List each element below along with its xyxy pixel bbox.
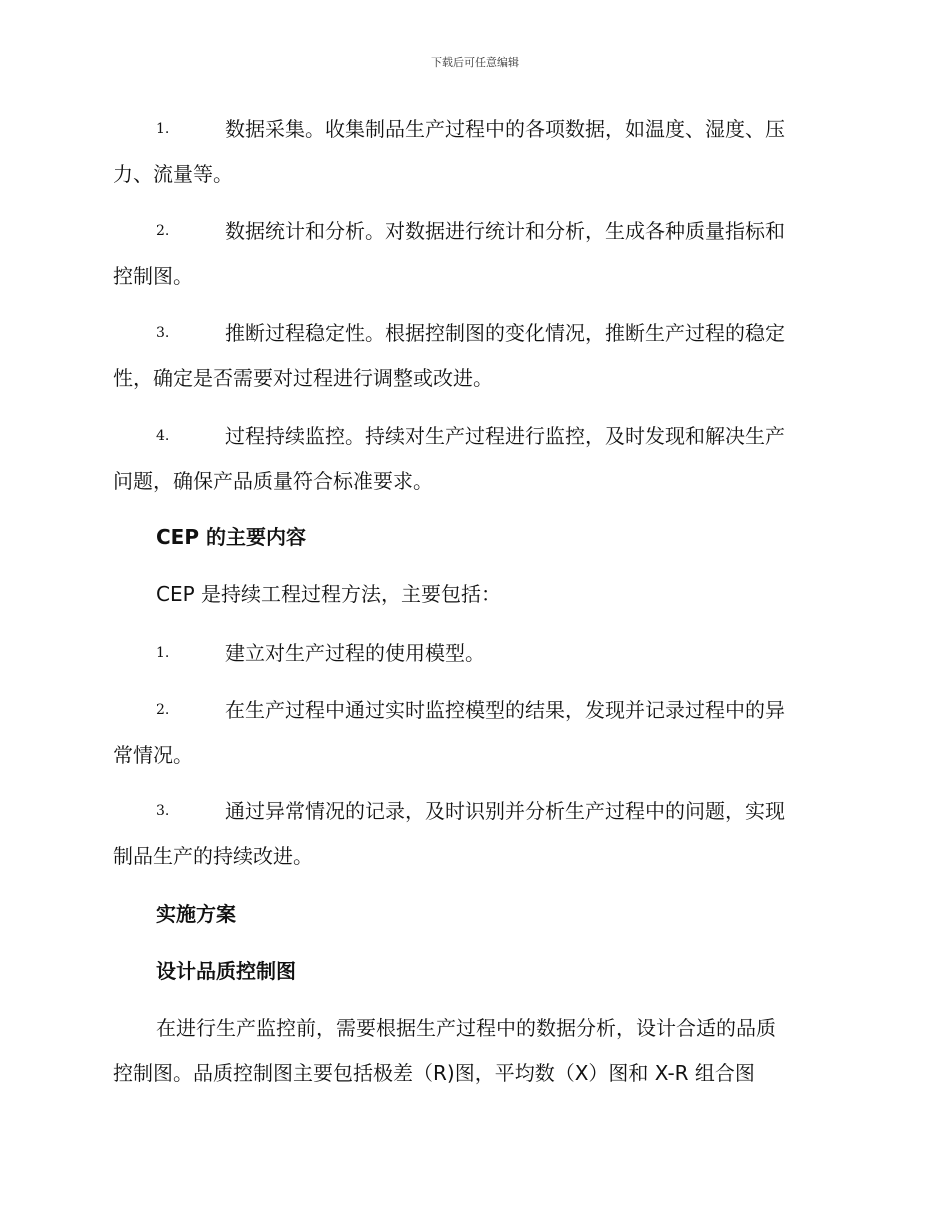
list-item	[113, 209, 833, 299]
list-text-continued: 性，确定是否需要对过程进行调整或改进。	[113, 366, 493, 390]
list-item	[113, 107, 833, 197]
paragraph-line: 控制图。品质控制图主要包括极差（R)图，平均数（X）图和 X-R 组合图	[113, 1061, 755, 1085]
list-item	[113, 631, 833, 676]
list-item	[113, 414, 833, 504]
list-item	[113, 688, 833, 778]
paragraph-line: 在进行生产监控前，需要根据生产过程中的数据分析，设计合适的品质	[156, 1016, 776, 1040]
list-number: 3.	[156, 803, 170, 819]
list-text: 数据统计和分析。对数据进行统计和分析，生成各种质量指标和	[225, 219, 785, 243]
list-number: 1.	[156, 645, 170, 661]
section-intro: CEP 是持续工程过程方法，主要包括：	[156, 582, 502, 606]
section-heading-cep: CEP 的主要内容	[156, 525, 306, 549]
list-text-continued: 制品生产的持续改进。	[113, 844, 313, 868]
list-text: 推断过程稳定性。根据控制图的变化情况，推断生产过程的稳定	[225, 321, 785, 345]
list-text-continued: 问题，确保产品质量符合标准要求。	[113, 469, 433, 493]
list-text: 通过异常情况的记录，及时识别并分析生产过程中的问题，实现	[225, 799, 785, 823]
subsection-heading: 设计品质控制图	[156, 959, 296, 983]
list-text: 建立对生产过程的使用模型。	[225, 641, 485, 665]
list-item	[113, 311, 833, 401]
list-text: 过程持续监控。持续对生产过程进行监控，及时发现和解决生产	[225, 424, 785, 448]
list-text: 在生产过程中通过实时监控模型的结果，发现并记录过程中的异	[225, 698, 785, 722]
list-number: 4.	[156, 428, 170, 444]
list-text: 数据采集。收集制品生产过程中的各项数据，如温度、湿度、压	[225, 117, 785, 141]
list-text-continued: 控制图。	[113, 264, 193, 288]
page-header: 下载后可任意编辑	[431, 56, 519, 69]
section-heading-implementation: 实施方案	[156, 902, 236, 926]
list-text-continued: 力、流量等。	[113, 162, 233, 186]
list-item	[113, 789, 833, 879]
list-number: 3.	[156, 325, 170, 341]
list-number: 1.	[156, 121, 170, 137]
list-text-continued: 常情况。	[113, 743, 193, 767]
list-number: 2.	[156, 223, 170, 239]
list-number: 2.	[156, 702, 170, 718]
